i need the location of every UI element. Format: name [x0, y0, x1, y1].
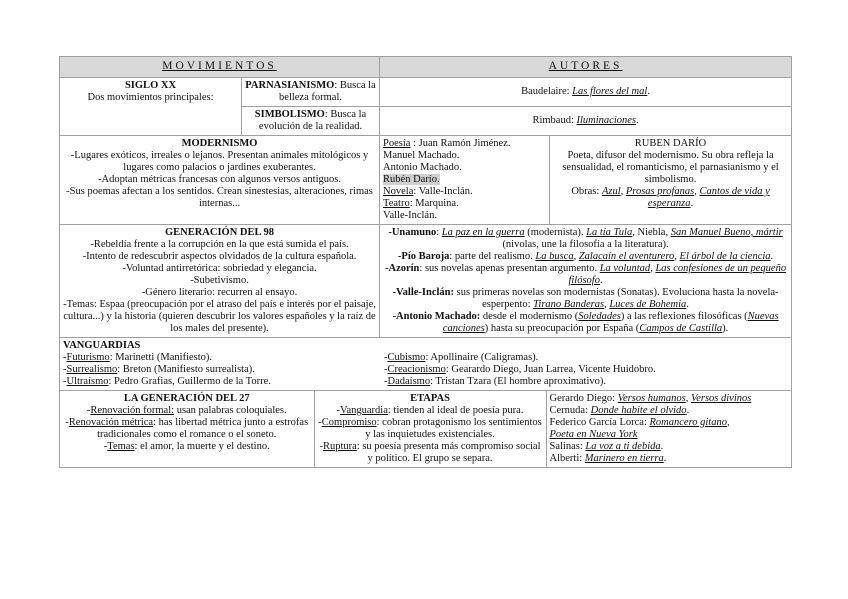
author-name: Alberti: — [549, 453, 585, 464]
obra: Donde habite el olvido — [590, 405, 687, 416]
ruben-title: RUBEN DARÍO — [634, 138, 707, 149]
dash: - — [336, 405, 341, 416]
g27-row — [60, 391, 792, 468]
dramaturgo-name: : Marquina. — [409, 198, 459, 209]
vanguardias-left — [63, 352, 384, 388]
poeta-name: Manuel Machado. — [383, 150, 460, 161]
obra: Zalacaín el aventurero — [578, 251, 675, 262]
vanguardia-item — [63, 352, 384, 364]
g98-line: -Género literario: recurren al ensayo. — [141, 287, 298, 298]
author-name: Gerardo Diego: — [549, 393, 618, 404]
parnasianismo-name: PARNASIANISMO — [245, 80, 335, 91]
lorca-entry-cont — [550, 429, 789, 441]
vanguardia-item — [384, 376, 788, 388]
dash: - — [103, 441, 108, 452]
etapa-item — [318, 405, 543, 417]
header-row — [60, 57, 792, 78]
entry-text: , — [674, 251, 680, 262]
vanguardia-label: Surrealismo — [66, 364, 118, 375]
modernismo-autores-cell — [380, 136, 550, 225]
obra: Marinero en tierra — [584, 453, 664, 464]
dramaturgo-name: Valle-Inclán. — [383, 210, 437, 221]
vanguardia-text: : Pedro Grafias, Guillermo de la Torre. — [108, 376, 271, 387]
g27-text: usan palabras coloquiales. — [174, 405, 287, 416]
author-name: -Unamuno — [388, 227, 437, 238]
g98-line: -Subetivismo. — [190, 275, 249, 286]
entry-text: . — [770, 251, 774, 262]
baroja-entry — [383, 251, 788, 263]
entry-text: (nivolas, une la filosofía a la literatura). — [502, 239, 669, 250]
ruben-obras — [553, 186, 788, 210]
entry-text: , — [604, 299, 610, 310]
vanguardia-item — [384, 352, 788, 364]
g27-cell — [60, 391, 314, 467]
obra: Nuevas canciones — [442, 311, 779, 334]
obra: San Manuel Bueno, mártir — [670, 227, 783, 238]
vanguardia-item — [63, 376, 384, 388]
author-name: -Antonio Machado: — [392, 311, 481, 322]
vanguardias-row — [60, 338, 792, 391]
g27-label: Renovación métrica — [68, 417, 154, 428]
g27-grid — [60, 391, 791, 467]
dash: - — [384, 364, 388, 375]
entry-text: ) hasta su preocupación por España ( — [484, 323, 640, 334]
obra: Azul — [601, 186, 621, 197]
etapas-cell — [314, 391, 546, 467]
modernismo-line: -Lugares exóticos, irreales o lejanos. Presentan animales mitológicos y lugares como palacios o jardines exuberantes. — [70, 150, 369, 173]
ruben-text: Poeta, difusor del modernismo. Su obra refleja la sensualidad, el romanticismo, el parnasianismo y el simbolismo. — [562, 150, 779, 185]
obra: Prosas profanas — [625, 186, 695, 197]
siglo-title: SIGLO XX — [124, 80, 177, 91]
g98-line: -Temas: Espaa (preocupación por el atraso del país e interés por el paisaje, cultura...) y la historia (quieren descubrir los valores españoles y la raíz de los males del presente). — [63, 299, 376, 334]
vanguardias-title: VANGUARDIAS — [63, 340, 141, 351]
poesia-line — [383, 138, 546, 150]
novela-line — [383, 186, 546, 198]
vanguardia-label: Ultraísmo — [66, 376, 109, 387]
g98-autores-cell — [380, 225, 792, 338]
obra: Versos humanos — [617, 393, 686, 404]
g98-title: GENERACIÓN DEL 98 — [164, 227, 275, 238]
vanguardia-text: : Tristan Tzara (El hombre aproximativo). — [430, 376, 607, 387]
g27-title: LA GENERACIÓN DEL 27 — [123, 393, 250, 404]
g98-line: -Voluntad antirretórica: sobriedad y elegancia. — [122, 263, 317, 274]
teatro-line — [383, 198, 546, 210]
entry-text: ) a las reflexiones filosóficas ( — [620, 311, 748, 322]
obra: La tía Tula — [586, 227, 633, 238]
dash: - — [86, 405, 91, 416]
obra: Romancero gitano — [649, 417, 727, 428]
g27-item — [63, 417, 311, 441]
lorca-entry — [550, 417, 789, 429]
simbolismo-desc: : Busca la evolución de la realidad. — [258, 109, 367, 132]
obra: Poeta en Nueva York — [549, 429, 638, 440]
vanguardias-cell — [60, 338, 792, 391]
poesia-label: Poesía — [383, 138, 411, 149]
g27-label: Renovación formal: — [90, 405, 175, 416]
vanguardia-label: Futurismo — [66, 352, 110, 363]
entry-text: . — [599, 275, 603, 286]
modernismo-cell — [60, 136, 380, 225]
obra: La busca — [535, 251, 574, 262]
modernismo-title: MODERNISMO — [181, 138, 258, 149]
unamuno-entry — [383, 227, 788, 251]
entry-text: : sus novelas apenas presentan argumento. — [419, 263, 600, 274]
g98-line: -Rebeldía frente a la corrupción en la que está sumida el país. — [90, 239, 349, 250]
obra: Luces de Bohemia — [609, 299, 687, 310]
etapa-item — [318, 441, 543, 465]
alberti-entry — [550, 453, 789, 465]
vanguardia-item — [63, 364, 384, 376]
author-name: Federico García Lorca: — [549, 417, 650, 428]
entry-text: , — [650, 263, 656, 274]
novelista-name: : Valle-Inclán. — [413, 186, 473, 197]
dash: - — [318, 417, 322, 428]
punct: . — [663, 453, 667, 464]
obra: La voz a ti debida — [585, 441, 661, 452]
ruben-highlight: Rubén Darío. — [383, 174, 440, 185]
ruben-line — [383, 174, 546, 186]
vanguardia-label: Dadaísmo — [387, 376, 431, 387]
parnasianismo-row — [60, 78, 792, 107]
cernuda-entry — [550, 405, 789, 417]
vanguardia-label: Cubismo — [387, 352, 426, 363]
author-name: -Pío Baroja — [397, 251, 450, 262]
etapa-text: : tienden al ideal de poesía pura. — [387, 405, 524, 416]
vanguardias-grid — [63, 352, 788, 388]
obra: Versos divinos — [690, 393, 752, 404]
vanguardia-item — [384, 364, 788, 376]
vanguardia-label: Creacionismo — [387, 364, 446, 375]
dash: - — [63, 376, 67, 387]
vanguardia-text: : Marinetti (Manifiesto). — [109, 352, 213, 363]
obra: Campos de Castilla — [639, 323, 723, 334]
etapa-text: : su poesía presenta más compromiso social y político. El grupo se separa. — [356, 441, 541, 464]
etapas-title: ETAPAS — [410, 393, 450, 404]
obra: La paz en la guerra — [441, 227, 525, 238]
g27-item — [63, 441, 311, 453]
header-movimientos: MOVIMIENTOS — [60, 57, 380, 78]
simbolismo-cell — [242, 107, 380, 136]
obras-label: Obras: — [571, 186, 602, 197]
baudelaire-cell — [380, 78, 792, 107]
punct: . — [647, 86, 650, 97]
rimbaud-work: Iluminaciones — [576, 115, 636, 126]
vanguardia-text: : Apollinaire (Caligramas). — [425, 352, 539, 363]
g27-text: : el amor, la muerte y el destino. — [134, 441, 270, 452]
entry-text: : parte del realismo. — [449, 251, 536, 262]
punct: , — [694, 186, 700, 197]
g27-label: Temas — [107, 441, 135, 452]
g98-cell — [60, 225, 380, 338]
g98-row — [60, 225, 792, 338]
g98-line: -Intento de redescubrir aspectos olvidados de la cultura española. — [82, 251, 357, 262]
entry-text: (modernista). — [524, 227, 587, 238]
dash: - — [384, 352, 388, 363]
modernismo-line: -Adoptan métricas francesas con algunos versos antiguos. — [98, 174, 341, 185]
etapa-item — [318, 417, 543, 441]
g27-container — [60, 391, 792, 468]
simbolismo-name: SIMBOLISMO — [254, 109, 325, 120]
literature-summary-table — [59, 56, 792, 468]
obra: Tirano Banderas — [533, 299, 605, 310]
rimbaud-author: Rimbaud: — [532, 115, 577, 126]
vanguardia-text: : Breton (Manifiesto surrealista). — [117, 364, 255, 375]
salinas-entry — [550, 441, 789, 453]
entry-text: desde el modernismo ( — [480, 311, 579, 322]
baudelaire-author: Baudelaire: — [521, 86, 573, 97]
obra: Las confesiones de un pequeño filósofo — [568, 263, 787, 286]
teatro-label: Teatro — [383, 198, 410, 209]
obra: La voluntad — [599, 263, 651, 274]
dash: - — [384, 376, 388, 387]
valle-entry — [383, 287, 788, 311]
punct: , — [620, 186, 626, 197]
dash: - — [63, 364, 67, 375]
obra: Soledades — [578, 311, 621, 322]
etapa-label: Compromiso — [321, 417, 377, 428]
g27-item — [63, 405, 311, 417]
modernismo-line: -Sus poemas afectan a los sentidos. Crean sinestesias, alteraciones, rimas internas... — [66, 186, 373, 209]
obra: El árbol de la ciencia — [679, 251, 771, 262]
baudelaire-work: Las flores del mal — [572, 86, 648, 97]
azorin-entry — [383, 263, 788, 287]
punct: , — [726, 417, 730, 428]
machado-entry — [383, 311, 788, 335]
entry-text: , Niebla, — [632, 227, 671, 238]
vanguardia-text: : Gearardo Diego, Juan Larrea, Vicente Huidobro. — [445, 364, 656, 375]
g27-autores-cell — [546, 391, 791, 467]
author-name: -Azorín — [384, 263, 420, 274]
vanguardias-right — [384, 352, 788, 388]
parnasianismo-desc: : Busca la belleza formal. — [279, 80, 376, 103]
entry-text: ). — [722, 323, 729, 334]
punct: . — [690, 198, 694, 209]
punct: . — [660, 441, 664, 452]
dash: - — [319, 441, 323, 452]
entry-text: sus primeras novelas son modernistas (Sonatas). Evoluciona hasta la novela-esperpento: — [453, 287, 779, 310]
punct: . — [636, 115, 639, 126]
punct: , — [685, 393, 691, 404]
siglo-xx-cell — [60, 78, 242, 136]
dash: - — [65, 417, 69, 428]
author-name: Salinas: — [549, 441, 586, 452]
modernismo-row — [60, 136, 792, 225]
g27-text: : has libertad métrica junto a estrofas tradicionales como el romance o el soneto. — [97, 417, 309, 440]
punct: . — [686, 405, 690, 416]
etapa-text: : cobran protagonismo los sentimientos y las inquietudes existenciales. — [365, 417, 542, 440]
author-name: Cernuda: — [549, 405, 591, 416]
siglo-subtitle: Dos movimientos principales: — [87, 92, 214, 103]
header-autores: AUTORES — [380, 57, 792, 78]
parnasianismo-cell — [242, 78, 380, 107]
etapa-label: Vanguardia — [340, 405, 388, 416]
rimbaud-cell — [380, 107, 792, 136]
poeta-name: Antonio Machado. — [383, 162, 462, 173]
ruben-dario-cell — [550, 136, 792, 225]
author-name: -Valle-Inclán: — [392, 287, 454, 298]
entry-text: . — [686, 299, 689, 310]
obra: Cantos de vida y esperanza — [647, 186, 770, 209]
dash: - — [63, 352, 67, 363]
poeta-name: : Juan Ramón Jiménez. — [410, 138, 511, 149]
diego-entry — [550, 393, 789, 405]
entry-text: : — [436, 227, 442, 238]
novela-label: Novela — [383, 186, 414, 197]
entry-text: , — [573, 251, 579, 262]
etapa-label: Ruptura — [322, 441, 357, 452]
